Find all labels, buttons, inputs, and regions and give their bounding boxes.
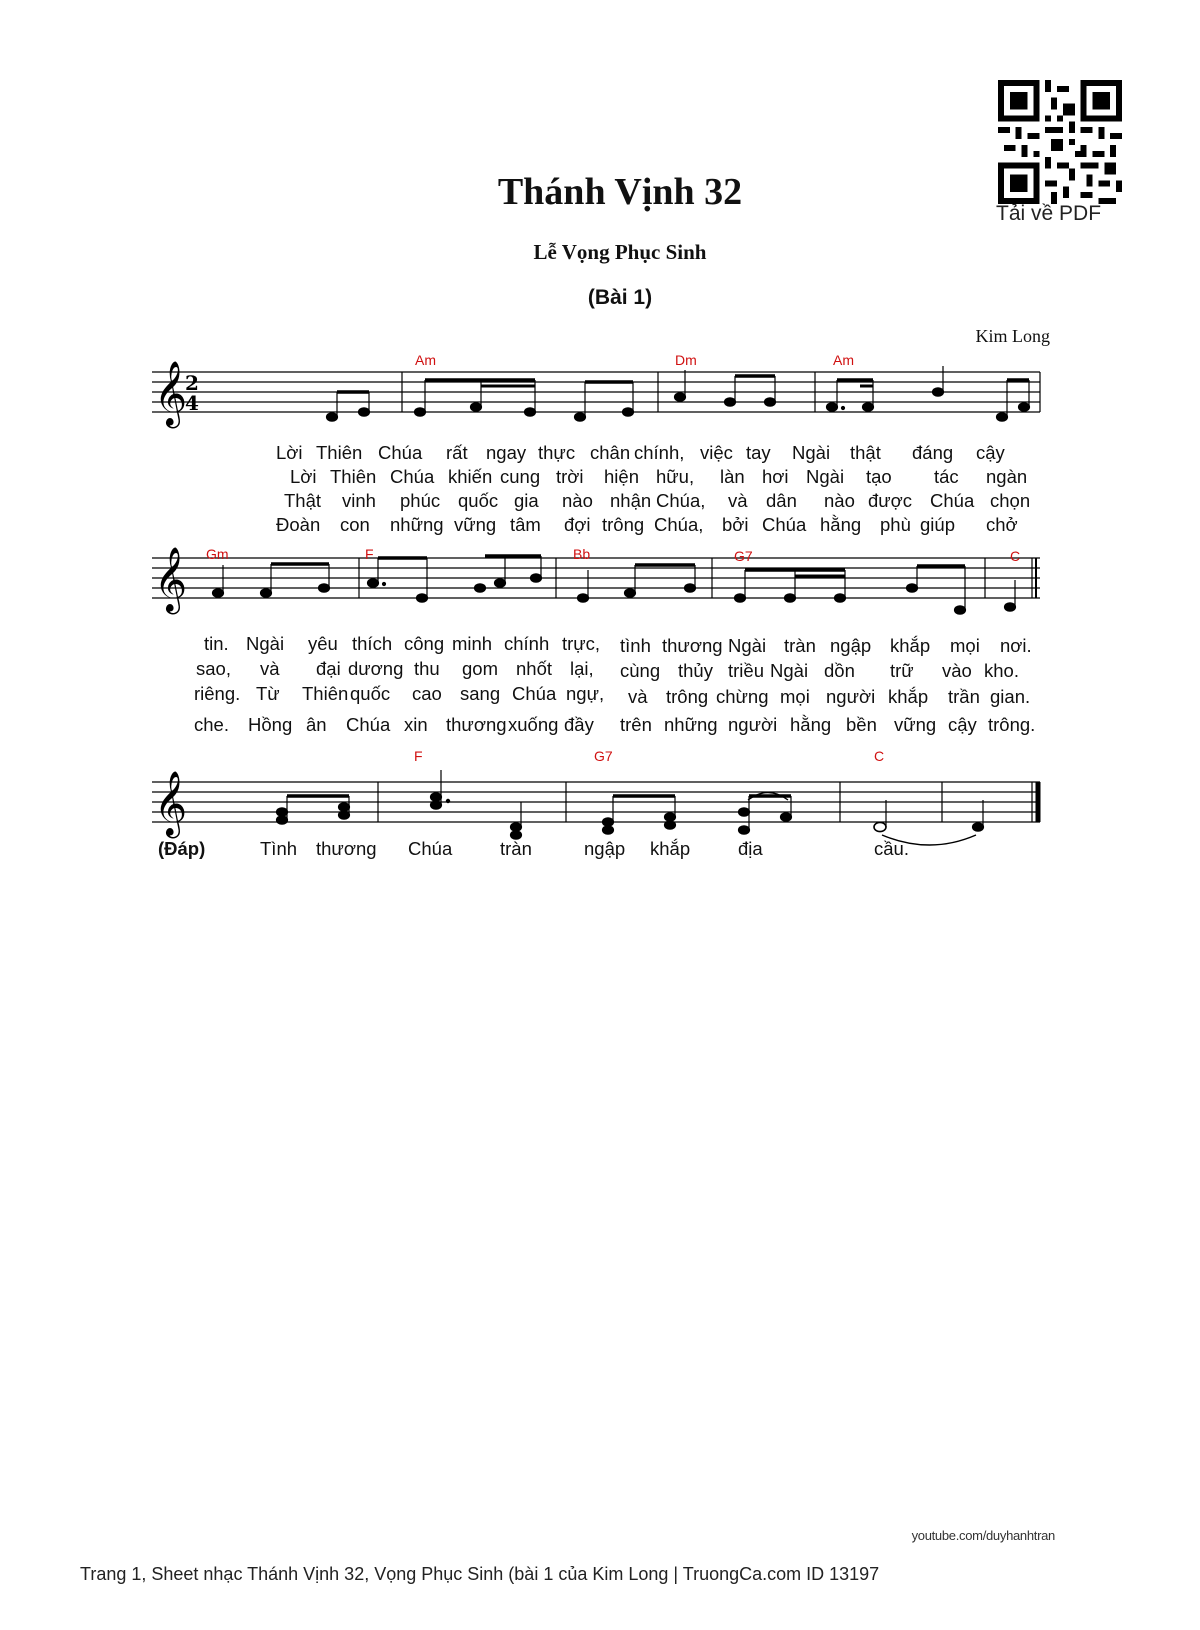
lyric-syllable: cầu. (874, 838, 909, 859)
lyric-syllable: tin. (204, 633, 229, 654)
lyric-syllable: người (728, 714, 778, 735)
lyric-syllable: rất (446, 442, 468, 463)
lyric-syllable: bởi (722, 514, 749, 535)
lyric-syllable: lại, (570, 658, 594, 679)
lyric-syllable: và (628, 686, 648, 707)
lyric-syllable: xuống (508, 714, 559, 735)
lyric-syllable: tình (620, 635, 651, 656)
lyric-syllable: và (728, 490, 748, 511)
lyric-syllable: chân (590, 442, 631, 463)
lyric-syllable: thu (414, 658, 440, 679)
lyric-syllable: Chúa, (656, 490, 706, 511)
lyric-syllable: quốc (458, 490, 499, 511)
lyric-syllable: tràn (500, 838, 532, 859)
lyric-syllable: trời (556, 466, 584, 487)
lyric-syllable: Chúa, (654, 514, 704, 535)
lyric-syllable: dương (348, 658, 404, 679)
lyric-syllable: mọi (950, 635, 980, 656)
lyric-syllable: những (664, 714, 718, 735)
lyric-syllable: trông. (988, 714, 1036, 735)
lyric-syllable: dân (766, 490, 797, 511)
lyric-syllable: cậy (948, 714, 977, 735)
lyric-syllable: ân (306, 714, 327, 735)
lyric-syllable: Thiên (330, 466, 377, 487)
lyric-syllable: dồn (824, 660, 855, 681)
lyric-syllable: sang (460, 683, 501, 704)
lyric-syllable: Ngài (806, 466, 845, 487)
chord-symbol: Bb (573, 546, 591, 562)
lyric-syllable: thực (538, 442, 576, 463)
lyric-syllable: xin (404, 714, 428, 735)
lyric-syllable: Lời (276, 442, 303, 463)
lyric-syllable: trông (602, 514, 645, 535)
lyric-syllable: giúp (920, 514, 955, 535)
composer: Kim Long (975, 326, 1050, 346)
lyric-syllable: Chúa (512, 683, 557, 704)
song-title: Thánh Vịnh 32 (497, 171, 743, 213)
notes-system-3 (277, 770, 984, 845)
download-pdf-link[interactable]: Tải về PDF (996, 202, 1102, 225)
lyric-syllable: Chúa (346, 714, 391, 735)
lyric-syllable: nhận (610, 490, 652, 511)
treble-clef-icon: 𝄞 (154, 361, 188, 426)
lyric-syllable: ngự, (566, 683, 605, 704)
lyric-syllable: thủy (678, 660, 713, 681)
chord-symbol: Gm (206, 546, 229, 562)
lyric-syllable: gia (514, 490, 539, 511)
notes-system-1 (327, 366, 1030, 421)
lyric-syllable: tràn (784, 635, 816, 656)
svg-text:2: 2 (185, 371, 199, 395)
lyric-syllable: che. (194, 714, 229, 735)
lyric-syllable: cậy (976, 442, 1005, 463)
chord-symbol: G7 (734, 548, 753, 564)
lyric-syllable: đợi (564, 514, 591, 535)
lyric-syllable: cao (412, 683, 442, 704)
treble-clef-icon: 𝄞 (154, 771, 188, 836)
lyric-syllable: thật (850, 442, 881, 463)
lyric-syllable: vững (894, 714, 937, 735)
lyric-syllable: thương (662, 635, 723, 656)
lyric-syllable: Chúa (378, 442, 423, 463)
lyric-syllable: Thiên (316, 442, 363, 463)
lyric-syllable: chính (504, 633, 550, 654)
lyric-syllable: vững (454, 514, 497, 535)
lyric-syllable: đầy (564, 714, 594, 735)
lyric-syllable: được (868, 490, 913, 511)
watermark-text: youtube.com/duyhanhtran (911, 1528, 1055, 1543)
lyric-syllable: Từ (256, 683, 280, 704)
song-subtitle: Lễ Vọng Phục Sinh (533, 240, 707, 264)
lyric-syllable: yêu (308, 633, 338, 654)
lyric-syllable: phúc (400, 490, 441, 511)
lyric-syllable: Chúa (930, 490, 975, 511)
lyric-syllable: trữ (890, 660, 914, 681)
lyric-syllable: tác (934, 466, 959, 487)
lyric-syllable: hữu, (656, 466, 695, 487)
page-footer: Trang 1, Sheet nhạc Thánh Vịnh 32, Vọng Phục Sinh (bài 1 của Kim Long | TruongCa.com ID 13197 (80, 1564, 880, 1584)
lyric-syllable: khắp (888, 686, 929, 707)
lyric-syllable: Chúa (762, 514, 807, 535)
chord-symbol: F (365, 546, 374, 562)
lyric-syllable: cùng (620, 660, 661, 681)
lyric-syllable: gian. (990, 686, 1031, 707)
chord-symbol: Am (415, 352, 436, 368)
lyric-syllable: hằng (820, 514, 862, 535)
lyric-syllable: chở (986, 514, 1018, 535)
lyric-syllable: trên (620, 714, 652, 735)
lyric-syllable: ngay (486, 442, 527, 463)
lyric-syllable: chừng (716, 686, 769, 707)
lyric-syllable: nào (562, 490, 593, 511)
lyric-syllable: khiến (448, 466, 493, 487)
treble-clef-icon: 𝄞 (154, 547, 188, 612)
lyric-syllable: đáng (912, 442, 954, 463)
lyric-syllable: công (404, 633, 445, 654)
lyric-syllable: ngàn (986, 466, 1028, 487)
lyric-syllable: hơi (762, 466, 789, 487)
chord-symbol: Dm (675, 352, 697, 368)
song-part: (Bài 1) (587, 286, 653, 309)
lyric-syllable: ngập (584, 838, 626, 859)
lyric-syllable: tay (746, 442, 771, 463)
lyric-syllable: người (826, 686, 876, 707)
lyric-syllable: chọn (990, 490, 1031, 511)
lyric-syllable: nào (824, 490, 855, 511)
chord-symbol: F (414, 748, 423, 764)
lyric-syllable: riêng. (194, 683, 241, 704)
lyric-syllable: Ngài (246, 633, 285, 654)
refrain-label: (Đáp) (158, 838, 206, 859)
lyric-syllable: hằng (790, 714, 832, 735)
lyric-syllable: Chúa (408, 838, 453, 859)
lyric-syllable: Thật (284, 490, 322, 511)
chord-symbol: C (1010, 548, 1021, 564)
lyric-syllable: minh (452, 633, 493, 654)
lyric-syllable: kho. (984, 660, 1019, 681)
chord-symbol: Am (833, 352, 854, 368)
lyric-syllable: Đoàn (276, 514, 321, 535)
lyric-syllable: hiện (604, 466, 639, 487)
lyric-syllable: và (260, 658, 280, 679)
lyric-syllable: nơi. (1000, 635, 1032, 656)
lyric-syllable: thương (446, 714, 507, 735)
lyric-syllable: Hồng (248, 714, 293, 735)
notes-system-2 (213, 556, 1016, 614)
lyric-syllable: trực, (562, 633, 601, 654)
lyric-syllable: đại (316, 658, 341, 679)
lyric-syllable: thương (316, 838, 377, 859)
lyric-syllable: vinh (342, 490, 376, 511)
lyric-syllable: ngập (830, 635, 872, 656)
lyric-syllable: phù (880, 514, 911, 535)
lyric-syllable: cung (500, 466, 541, 487)
lyric-syllable: Ngài (770, 660, 809, 681)
lyric-syllable: khắp (890, 635, 931, 656)
lyric-syllable: quốc (350, 683, 391, 704)
lyric-syllable: nhốt (516, 658, 553, 679)
lyric-syllable: Chúa (390, 466, 435, 487)
lyric-syllable: những (390, 514, 444, 535)
lyric-syllable: con (340, 514, 370, 535)
lyric-syllable: Ngài (792, 442, 831, 463)
lyric-syllable: làn (720, 466, 745, 487)
lyric-syllable: mọi (780, 686, 810, 707)
lyric-syllable: chính, (634, 442, 685, 463)
lyric-syllable: thích (352, 633, 393, 654)
lyric-syllable: việc (700, 442, 733, 463)
lyric-syllable: tạo (866, 466, 892, 487)
lyric-syllable: Lời (290, 466, 317, 487)
time-signature (185, 371, 199, 415)
lyric-syllable: Ngài (728, 635, 767, 656)
lyric-syllable: trần (948, 686, 980, 707)
lyric-syllable: trông (666, 686, 709, 707)
lyric-syllable: Thiên (302, 683, 349, 704)
chord-symbol: G7 (594, 748, 613, 764)
lyric-syllable: tâm (510, 514, 541, 535)
chord-symbol: C (874, 748, 885, 764)
lyric-syllable: địa (738, 838, 763, 859)
lyric-syllable: Tình (260, 838, 298, 859)
lyric-syllable: khắp (650, 838, 691, 859)
staff-system-1 (152, 372, 1040, 412)
lyric-syllable: bền (846, 714, 877, 735)
svg-text:4: 4 (185, 391, 199, 415)
lyric-syllable: gom (462, 658, 498, 679)
lyric-syllable: sao, (196, 658, 231, 679)
lyric-syllable: triều (728, 660, 764, 681)
lyric-syllable: vào (942, 660, 972, 681)
